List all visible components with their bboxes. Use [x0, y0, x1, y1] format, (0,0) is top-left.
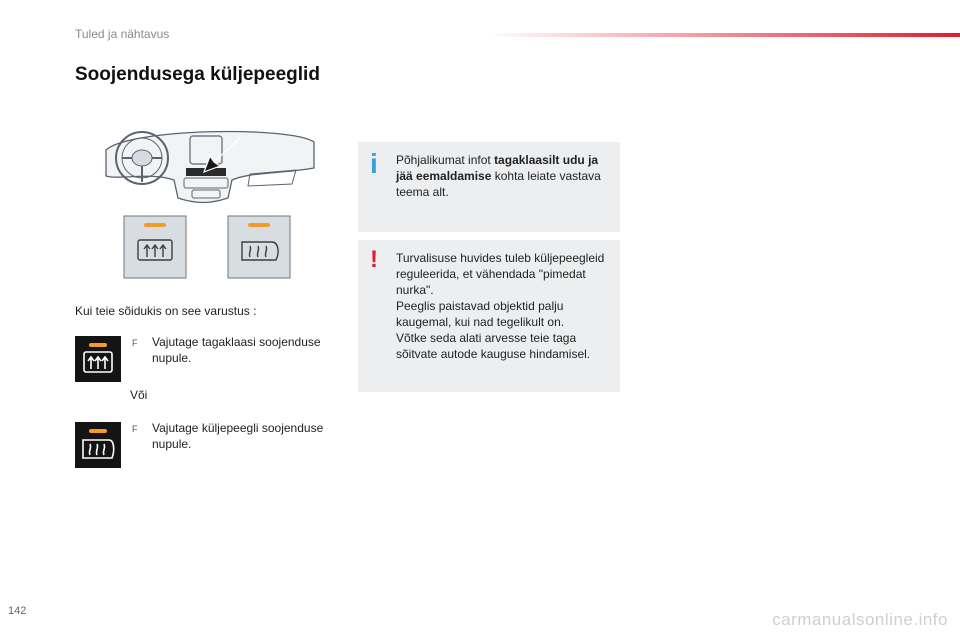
mirror-defrost-icon — [83, 440, 114, 458]
info-box — [358, 142, 620, 232]
step-text: Vajutage küljepeegli soojenduse nupule. — [152, 421, 324, 451]
step-rear-defrost — [132, 334, 332, 366]
or-label: Või — [130, 388, 148, 402]
section-title: Soojendusega küljepeeglid — [75, 64, 320, 85]
intro-text: Kui teie sõidukis on see varustus : — [75, 304, 257, 318]
step-text: Vajutage tagaklaasi soojenduse nupule. — [152, 335, 321, 365]
watermark: carmanualsonline.info — [772, 610, 948, 629]
header-accent-line — [488, 33, 960, 37]
step-bullet: F — [132, 424, 138, 434]
warning-text — [396, 250, 614, 362]
warning-icon: ! — [370, 246, 378, 273]
step-bullet: F — [132, 338, 138, 348]
mirror-defrost-button-image — [75, 422, 121, 468]
page-number: 142 — [8, 605, 27, 617]
warning-box — [358, 240, 620, 392]
info-icon: i — [370, 148, 378, 179]
warning-line: Võtke seda alati arvesse teie taga sõitvate autode kauguse hindamisel. — [396, 331, 591, 361]
rear-defrost-button-image — [75, 336, 121, 382]
step-mirror-defrost — [132, 420, 332, 452]
rear-window-defrost-icon — [84, 352, 112, 372]
info-text: Põhjalikumat infot tagaklaasilt udu ja jää eemaldamise kohta leiate vastava teema alt. — [396, 153, 601, 199]
warning-line: Turvalisuse huvides tuleb küljepeegleid reguleerida, et vähendada "pimedat nurka". — [396, 251, 605, 297]
dashboard-illustration — [100, 120, 320, 285]
chapter-title: Tuled ja nähtavus — [75, 27, 170, 41]
warning-line: Peeglis paistavad objektid palju kaugemal, kui nad tegelikult on. — [396, 299, 565, 329]
